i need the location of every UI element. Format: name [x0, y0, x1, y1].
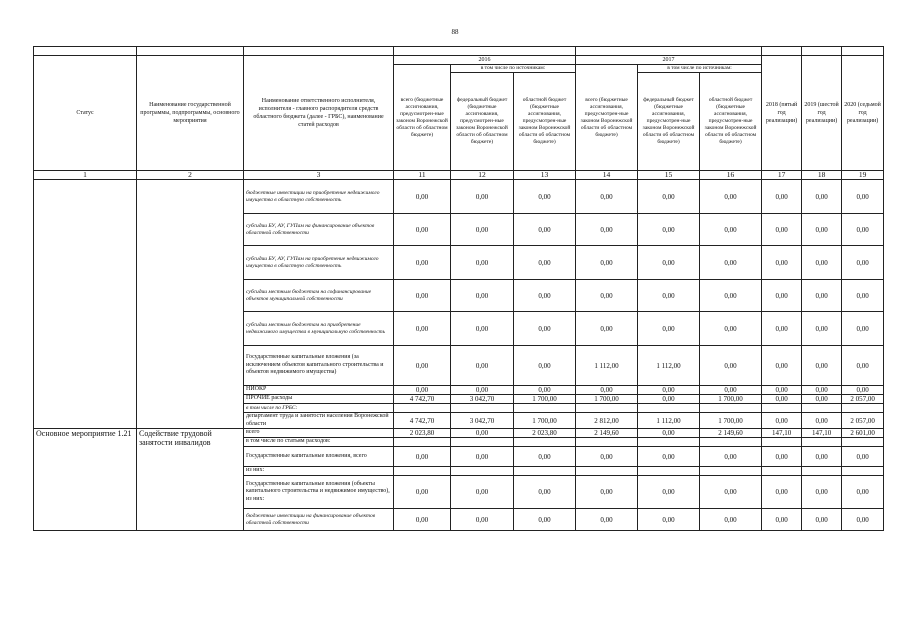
value-cell — [638, 467, 700, 476]
expense-item-label: ПРОЧИЕ расходы — [244, 395, 394, 404]
value-cell: 0,00 — [842, 180, 884, 214]
value-cell: 0,00 — [638, 280, 700, 312]
header-executor: Наименование ответственного исполнителя, исполнителя - главного распорядителя средств областного бюджета (далее - ГРБС), наименование статей расходов — [244, 56, 394, 171]
value-cell: 0,00 — [514, 509, 576, 531]
value-cell — [394, 438, 451, 447]
value-cell: 0,00 — [762, 386, 802, 395]
value-cell: 0,00 — [451, 214, 514, 246]
value-cell: 0,00 — [762, 214, 802, 246]
expense-item-label: Государственные капитальные вложения (объекты капитального строительства и недвижимое имущество), из них: — [244, 476, 394, 509]
value-cell: 0,00 — [394, 280, 451, 312]
value-cell: 0,00 — [394, 509, 451, 531]
header-program-name: Наименование государственной программы, подпрограммы, основного мероприятия — [137, 56, 244, 171]
value-cell: 0,00 — [638, 246, 700, 280]
value-cell — [576, 438, 638, 447]
value-cell: 0,00 — [762, 246, 802, 280]
value-cell: 0,00 — [842, 476, 884, 509]
expense-item-label: субсидии БУ, АУ, ГУПам на приобретение недвижимого имущества в областную собственность — [244, 246, 394, 280]
value-cell: 0,00 — [762, 447, 802, 467]
budget-table — [33, 46, 884, 531]
expense-item-label: Государственные капитальные вложения (за исключением объектов капитального строительства и объектов недвижимого имущества) — [244, 346, 394, 386]
value-cell: 3 042,70 — [451, 395, 514, 404]
value-cell: 0,00 — [638, 312, 700, 346]
value-cell: 0,00 — [762, 476, 802, 509]
header-2016-regional: областной бюджет (бюджетные ассигнования, предусмотрен-ные законом Воронежской области об областном бюджете) — [514, 73, 576, 171]
value-cell: 2 023,80 — [394, 429, 451, 438]
value-cell: 0,00 — [576, 509, 638, 531]
value-cell: 0,00 — [700, 180, 762, 214]
expense-item-label: Государственные капитальные вложения, всего — [244, 447, 394, 467]
value-cell: 2 023,80 — [514, 429, 576, 438]
header-2016-sources: в том числе по источникам: — [451, 65, 576, 73]
measure-name: Содействие трудовой занятости инвалидов — [137, 429, 244, 531]
value-cell: 0,00 — [451, 312, 514, 346]
value-cell — [576, 404, 638, 413]
value-cell — [451, 438, 514, 447]
value-cell: 147,10 — [762, 429, 802, 438]
value-cell: 0,00 — [802, 447, 842, 467]
value-cell: 0,00 — [576, 246, 638, 280]
column-number: 18 — [802, 171, 842, 180]
value-cell: 0,00 — [842, 214, 884, 246]
value-cell: 0,00 — [394, 346, 451, 386]
value-cell — [514, 438, 576, 447]
value-cell — [451, 404, 514, 413]
expense-item-label: субсидии БУ, АУ, ГУПам на финансирование объектов областной собственности — [244, 214, 394, 246]
value-cell: 1 112,00 — [638, 413, 700, 429]
value-cell: 0,00 — [700, 346, 762, 386]
header-2017-federal: федеральный бюджет (бюджетные ассигнования, предусмотрен-ные законом Воронежской области об областном бюджете) — [638, 73, 700, 171]
value-cell: 0,00 — [842, 447, 884, 467]
column-number: 14 — [576, 171, 638, 180]
value-cell — [842, 467, 884, 476]
value-cell: 0,00 — [700, 312, 762, 346]
value-cell: 0,00 — [802, 180, 842, 214]
value-cell: 0,00 — [514, 447, 576, 467]
column-number: 12 — [451, 171, 514, 180]
value-cell: 0,00 — [842, 346, 884, 386]
expense-item-label: бюджетные инвестиции на приобретение недвижимого имущества в областную собственность — [244, 180, 394, 214]
value-cell: 0,00 — [576, 312, 638, 346]
value-cell: 2 057,00 — [842, 413, 884, 429]
value-cell: 0,00 — [576, 180, 638, 214]
value-cell — [394, 467, 451, 476]
name-cell-empty — [137, 180, 244, 429]
value-cell — [802, 438, 842, 447]
value-cell: 0,00 — [514, 180, 576, 214]
value-cell: 0,00 — [700, 476, 762, 509]
value-cell: 0,00 — [451, 246, 514, 280]
expense-item-label: НИОКР — [244, 386, 394, 395]
value-cell: 0,00 — [394, 476, 451, 509]
value-cell: 0,00 — [802, 346, 842, 386]
value-cell: 0,00 — [762, 413, 802, 429]
value-cell: 3 042,70 — [451, 413, 514, 429]
value-cell: 0,00 — [394, 447, 451, 467]
value-cell: 0,00 — [842, 386, 884, 395]
value-cell: 0,00 — [638, 429, 700, 438]
value-cell: 0,00 — [638, 447, 700, 467]
value-cell: 0,00 — [576, 386, 638, 395]
value-cell: 0,00 — [842, 280, 884, 312]
expense-item-label: субсидии местным бюджетам на софинансирование объектов муниципальной собственности — [244, 280, 394, 312]
column-number: 17 — [762, 171, 802, 180]
value-cell — [700, 467, 762, 476]
value-cell: 0,00 — [842, 246, 884, 280]
value-cell — [514, 467, 576, 476]
value-cell: 0,00 — [802, 280, 842, 312]
value-cell: 1 700,00 — [700, 413, 762, 429]
value-cell: 0,00 — [576, 447, 638, 467]
value-cell — [514, 404, 576, 413]
value-cell: 0,00 — [802, 214, 842, 246]
value-cell: 4 742,70 — [394, 395, 451, 404]
value-cell: 0,00 — [394, 180, 451, 214]
table-row — [34, 429, 884, 438]
value-cell — [802, 404, 842, 413]
value-cell: 1 700,00 — [514, 413, 576, 429]
expense-item-label: в том числе по ГРБС: — [244, 404, 394, 413]
column-number: 15 — [638, 171, 700, 180]
column-number: 19 — [842, 171, 884, 180]
value-cell: 0,00 — [802, 509, 842, 531]
table-row — [34, 180, 884, 214]
value-cell: 2 812,00 — [576, 413, 638, 429]
value-cell — [576, 467, 638, 476]
value-cell: 0,00 — [514, 214, 576, 246]
value-cell: 2 601,00 — [842, 429, 884, 438]
header-2016-total: всего (бюджетные ассигнования, предусмотрен-ные законом Воронежской области об областном бюджете) — [394, 65, 451, 171]
value-cell: 0,00 — [451, 386, 514, 395]
value-cell: 0,00 — [700, 280, 762, 312]
value-cell: 0,00 — [802, 386, 842, 395]
expense-item-label: в том числе по статьям расходов: — [244, 438, 394, 447]
header-year-2016: 2016 — [394, 56, 576, 65]
value-cell: 0,00 — [700, 447, 762, 467]
value-cell — [762, 438, 802, 447]
header-2017-regional: областной бюджет (бюджетные ассигнования, предусмотрен-ные законом Воронежской области об областном бюджете) — [700, 73, 762, 171]
measure-status: Основное мероприятие 1.21 — [34, 429, 137, 531]
value-cell: 0,00 — [638, 180, 700, 214]
value-cell — [842, 404, 884, 413]
value-cell: 0,00 — [638, 214, 700, 246]
value-cell: 0,00 — [802, 413, 842, 429]
value-cell: 0,00 — [514, 476, 576, 509]
value-cell: 0,00 — [802, 246, 842, 280]
header-2016-federal: федеральный бюджет (бюджетные ассигнования, предусмотрен-ные законом Воронежской области об областном бюджете) — [451, 73, 514, 171]
value-cell: 0,00 — [762, 180, 802, 214]
page-number: 88 — [451, 28, 459, 36]
value-cell — [762, 467, 802, 476]
value-cell: 0,00 — [762, 346, 802, 386]
value-cell: 0,00 — [394, 246, 451, 280]
expense-item-label: департамент труда и занятости населения Воронежской области — [244, 413, 394, 429]
value-cell: 0,00 — [700, 509, 762, 531]
value-cell: 1 112,00 — [576, 346, 638, 386]
value-cell — [802, 467, 842, 476]
value-cell: 0,00 — [638, 395, 700, 404]
status-cell-empty — [34, 180, 137, 429]
value-cell: 0,00 — [394, 386, 451, 395]
value-cell: 0,00 — [802, 395, 842, 404]
value-cell: 0,00 — [451, 280, 514, 312]
value-cell — [451, 467, 514, 476]
value-cell — [762, 404, 802, 413]
value-cell: 2 149,60 — [700, 429, 762, 438]
header-status: Статус — [34, 56, 137, 171]
value-cell: 0,00 — [451, 509, 514, 531]
value-cell — [638, 438, 700, 447]
value-cell: 0,00 — [802, 476, 842, 509]
header-2018: 2018 (пятый год реализации) — [762, 56, 802, 171]
value-cell: 0,00 — [576, 476, 638, 509]
column-number: 3 — [244, 171, 394, 180]
value-cell: 1 700,00 — [700, 395, 762, 404]
value-cell: 2 149,60 — [576, 429, 638, 438]
value-cell: 0,00 — [451, 346, 514, 386]
value-cell: 0,00 — [802, 312, 842, 346]
expense-item-label: бюджетные инвестиции на финансирование объектов областной собственности — [244, 509, 394, 531]
value-cell: 0,00 — [842, 509, 884, 531]
value-cell: 147,10 — [802, 429, 842, 438]
value-cell: 0,00 — [762, 395, 802, 404]
value-cell: 0,00 — [576, 214, 638, 246]
value-cell — [842, 438, 884, 447]
value-cell: 4 742,70 — [394, 413, 451, 429]
value-cell: 0,00 — [451, 476, 514, 509]
value-cell: 0,00 — [576, 280, 638, 312]
value-cell: 1 700,00 — [514, 395, 576, 404]
header-2019: 2019 (шестой год реализации) — [802, 56, 842, 171]
value-cell: 0,00 — [514, 312, 576, 346]
value-cell: 0,00 — [700, 214, 762, 246]
value-cell: 0,00 — [394, 312, 451, 346]
column-number: 1 — [34, 171, 137, 180]
value-cell: 0,00 — [451, 180, 514, 214]
value-cell: 0,00 — [514, 246, 576, 280]
header-2017-sources: в том числе по источникам: — [638, 65, 762, 73]
blank-header-row — [34, 47, 884, 56]
value-cell: 0,00 — [762, 280, 802, 312]
header-2020: 2020 (седьмой год реализации) — [842, 56, 884, 171]
column-number: 11 — [394, 171, 451, 180]
value-cell: 0,00 — [638, 509, 700, 531]
header-2017-total: всего (бюджетные ассигнования, предусмотрен-ные законом Воронежской области об областном бюджете) — [576, 65, 638, 171]
value-cell: 0,00 — [762, 312, 802, 346]
expense-item-label: субсидии местным бюджетам на приобретение недвижимого имущества в муниципальную собственность — [244, 312, 394, 346]
value-cell: 0,00 — [514, 280, 576, 312]
value-cell: 0,00 — [451, 447, 514, 467]
value-cell: 1 700,00 — [576, 395, 638, 404]
value-cell — [700, 438, 762, 447]
value-cell: 0,00 — [842, 312, 884, 346]
value-cell: 0,00 — [638, 476, 700, 509]
column-number: 2 — [137, 171, 244, 180]
value-cell: 0,00 — [514, 346, 576, 386]
value-cell: 1 112,00 — [638, 346, 700, 386]
value-cell: 0,00 — [700, 246, 762, 280]
value-cell: 0,00 — [514, 386, 576, 395]
expense-item-label: всего — [244, 429, 394, 438]
value-cell: 0,00 — [394, 214, 451, 246]
value-cell — [394, 404, 451, 413]
column-number: 16 — [700, 171, 762, 180]
value-cell: 0,00 — [700, 386, 762, 395]
value-cell — [700, 404, 762, 413]
header-year-2017: 2017 — [576, 56, 762, 65]
value-cell: 0,00 — [762, 509, 802, 531]
column-number: 13 — [514, 171, 576, 180]
value-cell: 0,00 — [451, 429, 514, 438]
column-numbers-row — [34, 171, 884, 180]
value-cell — [638, 404, 700, 413]
value-cell: 0,00 — [638, 386, 700, 395]
value-cell: 2 057,00 — [842, 395, 884, 404]
expense-item-label: из них: — [244, 467, 394, 476]
